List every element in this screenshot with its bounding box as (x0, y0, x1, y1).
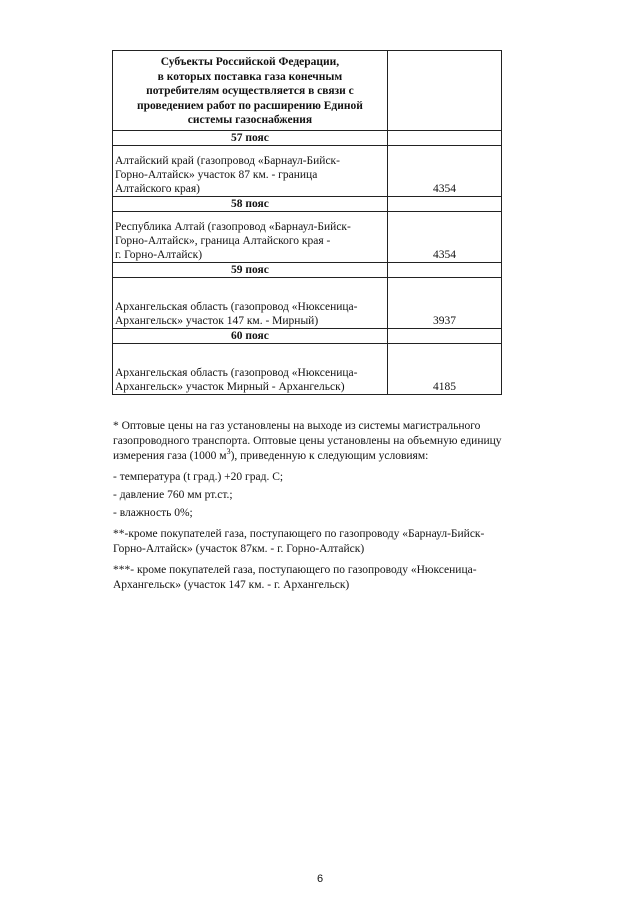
header-line: проведением работ по расширению Единой (137, 99, 363, 112)
table-header-row (113, 51, 502, 131)
footnote-line: **-кроме покупателей газа, поступающего по газопроводу «Барнаул-Бийск- (113, 528, 485, 540)
region-line: Алтайского края) (115, 182, 200, 195)
region-line: г. Горно-Алтайск) (115, 248, 203, 261)
zone-label-row (113, 130, 502, 145)
table-row (113, 211, 502, 262)
zone-label-row (113, 196, 502, 211)
zone-label-row (113, 262, 502, 277)
zone-label: 57 пояс (113, 130, 388, 145)
footnotes (113, 419, 533, 593)
footnote-line: ***- кроме покупателей газа, поступающего по газопроводу «Нюксеница- (113, 564, 477, 576)
zone-price-empty (387, 328, 501, 343)
header-line: потребителям осуществляется в связи с (146, 85, 354, 97)
region-line: Горно-Алтайск» участок 87 км. - граница (115, 168, 318, 181)
footnote-text: измерения газа (1000 м (113, 450, 227, 462)
zone-price-empty (387, 262, 501, 277)
zone-price-empty (387, 196, 501, 211)
price-cell: 4354 (387, 211, 501, 262)
region-line: Архангельск» участок 147 км. - Мирный) (115, 314, 319, 327)
header-line: системы газоснабжения (187, 114, 313, 126)
region-cell (113, 343, 388, 394)
condition-line: - температура (t град.) +20 град. С; (113, 471, 284, 483)
zone-label: 58 пояс (113, 196, 388, 211)
header-line: в которых поставка газа конечным (157, 70, 343, 83)
footnote-line: * Оптовые цены на газ установлены на выходе из системы магистрального (113, 420, 481, 432)
zone-label: 60 пояс (113, 328, 388, 343)
superscript: 3 (226, 447, 231, 457)
table-row (113, 277, 502, 328)
region-line: Алтайский край (газопровод «Барнаул-Бийск- (115, 154, 340, 167)
region-line: Архангельск» участок Мирный - Архангельск) (115, 380, 345, 393)
condition-line: - влажность 0%; (113, 507, 193, 519)
region-line: Архангельская область (газопровод «Нюксеница- (115, 300, 358, 313)
region-cell (113, 145, 388, 196)
table-row (113, 343, 502, 394)
region-cell (113, 277, 388, 328)
zone-label-row (113, 328, 502, 343)
price-cell: 4354 (387, 145, 501, 196)
region-line: Республика Алтай (газопровод «Барнаул-Бийск- (115, 220, 351, 233)
table-row (113, 145, 502, 196)
zone-price-empty (387, 130, 501, 145)
footnote-line: Горно-Алтайск» (участок 87км. - г. Горно-Алтайск) (113, 543, 365, 555)
region-line: Архангельская область (газопровод «Нюксеница- (115, 366, 358, 379)
price-cell: 3937 (387, 277, 501, 328)
footnote-line (113, 449, 533, 464)
footnote-line: газопроводного транспорта. Оптовые цены установлены на объемную единицу (113, 435, 502, 447)
header-price-cell (387, 51, 501, 131)
header-regions-cell (113, 51, 388, 131)
footnote-text: ), приведенную к следующим условиям: (230, 450, 429, 462)
header-line: Субъекты Российской Федерации, (160, 56, 340, 68)
condition-line: - давление 760 мм рт.ст.; (113, 489, 233, 501)
region-line: Горно-Алтайск», граница Алтайского края - (115, 234, 331, 247)
gas-price-table (112, 50, 502, 395)
price-cell: 4185 (387, 343, 501, 394)
page-number: 6 (316, 873, 324, 885)
region-cell (113, 211, 388, 262)
zone-label: 59 пояс (113, 262, 388, 277)
footnote-line: Архангельск» (участок 147 км. - г. Архангельск) (113, 579, 350, 591)
